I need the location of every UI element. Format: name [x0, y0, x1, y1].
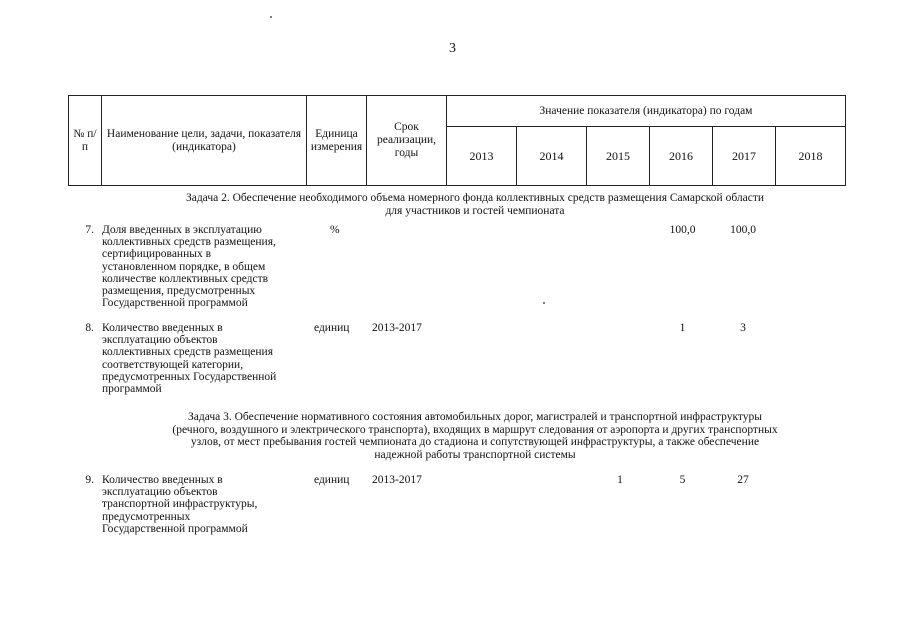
- page-number: 3: [449, 41, 456, 56]
- indicator-unit: %: [330, 224, 340, 236]
- indicator-name: Количество введенных в эксплуатацию объектов транспортной инфраструктуры, предусмотренных Государственной программой: [102, 474, 258, 535]
- value-2016: 5: [679, 474, 686, 486]
- value-2017: 100,0: [730, 224, 756, 236]
- indicator-unit: единиц: [314, 322, 350, 334]
- column-header-year-2017: 2017: [713, 127, 776, 186]
- column-header-number: № п/п: [69, 96, 102, 186]
- row-number: 9.: [85, 474, 94, 486]
- task-3-heading: Задача 3. Обеспечение нормативного состояния автомобильных дорог, магистралей и транспортной инфраструктуры (речного, воздушного и электрического транспорта), входящих в маршрут следования от аэропорта и других транспортных узлов, от мест пребывания гостей чемпионата до стадиона и сопутствующей инфраструктуры, а также обеспечение надежной работы транспортной системы: [172, 411, 778, 461]
- scan-speck: [543, 302, 545, 304]
- row-number: 8.: [85, 322, 94, 334]
- column-header-year-2014: 2014: [517, 127, 587, 186]
- indicator-unit: единиц: [314, 474, 350, 486]
- value-2016: 1: [679, 322, 686, 334]
- column-header-year-2013: 2013: [447, 127, 517, 186]
- value-2017: 27: [737, 474, 749, 486]
- column-header-year-2018: 2018: [776, 127, 846, 186]
- task-2-heading: Задача 2. Обеспечение необходимого объема номерного фонда коллективных средств размещения Самарской области для участников и гостей чемпионата: [185, 192, 765, 217]
- scan-speck: [270, 16, 272, 18]
- indicator-period: 2013-2017: [372, 322, 422, 334]
- indicator-name: Доля введенных в эксплуатацию коллективных средств размещения, сертифицированных в установленном порядке, в общем количестве коллективных средств размещения, предусмотренных Государственной программой: [102, 224, 276, 310]
- value-2017: 3: [740, 322, 746, 334]
- column-header-year-2015: 2015: [587, 127, 650, 186]
- indicator-period: 2013-2017: [372, 474, 422, 486]
- value-2016: 100,0: [669, 224, 696, 236]
- value-2015: 1: [617, 474, 623, 486]
- column-header-period: Срок реализации, годы: [367, 96, 447, 186]
- column-header-values: Значение показателя (индикатора) по годам: [447, 96, 846, 127]
- indicator-name: Количество введенных в эксплуатацию объектов коллективных средств размещения соответствующей категории, предусмотренных Государственной программой: [102, 322, 277, 396]
- indicator-table-header: [68, 95, 846, 186]
- row-number: 7.: [85, 224, 94, 236]
- column-header-name: Наименование цели, задачи, показателя (индикатора): [102, 96, 307, 186]
- column-header-year-2016: 2016: [650, 127, 713, 186]
- column-header-unit: Единица измерения: [307, 96, 367, 186]
